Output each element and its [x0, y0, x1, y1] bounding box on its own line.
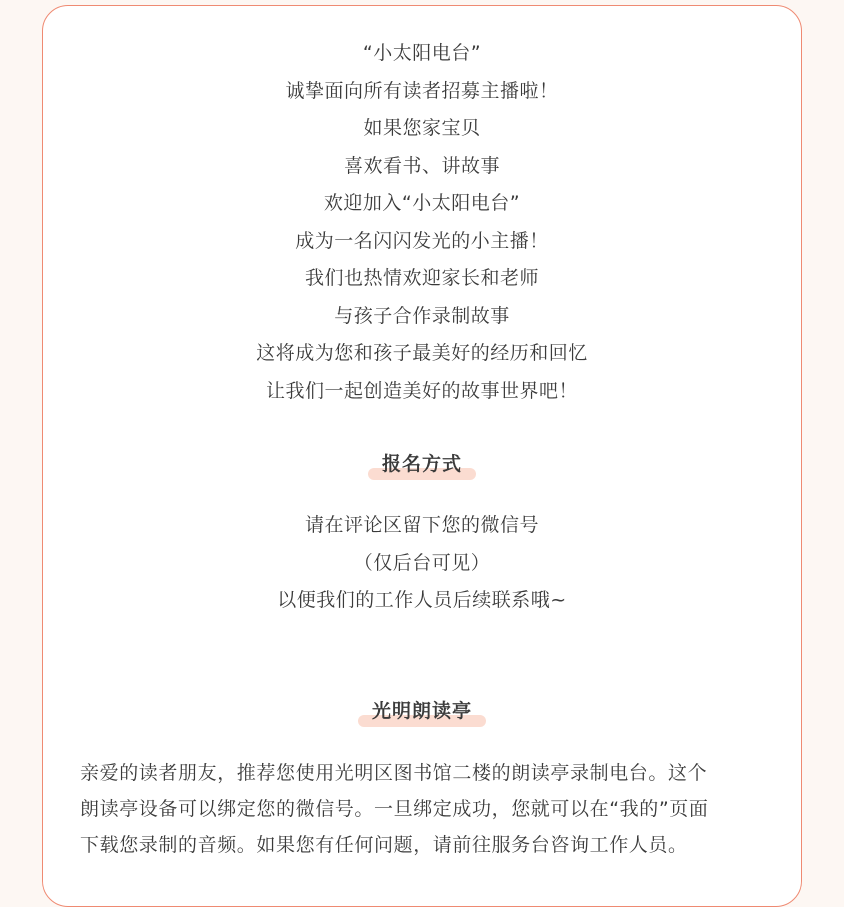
- booth-line: 朗读亭设备可以绑定您的微信号。一旦绑定成功，您就可以在“我的”页面: [80, 798, 709, 820]
- intro-line: 喜欢看书、讲故事: [343, 154, 500, 177]
- intro-line: “小太阳电台”: [362, 42, 482, 64]
- signup-heading: 报名方式: [368, 450, 476, 478]
- article-card: [42, 5, 802, 907]
- intro-line: 欢迎加入“小太阳电台”: [323, 192, 521, 214]
- booth-line: 下载您录制的音频。如果您有任何问题，请前往服务台咨询工作人员。: [80, 834, 688, 856]
- signup-line: （仅后台可见）: [353, 551, 491, 574]
- intro-line: 如果您家宝贝: [363, 117, 481, 139]
- intro-line: 我们也热情欢迎家长和老师: [304, 267, 539, 289]
- booth-line: 亲爱的读者朋友，推荐您使用光明区图书馆二楼的朗读亭录制电台。这个: [80, 762, 708, 784]
- intro-line: 成为一名闪闪发光的小主播！: [295, 229, 549, 252]
- signup-section: [43, 507, 801, 620]
- booth-paragraph: [80, 755, 770, 863]
- booth-heading: 光明朗读亭: [358, 697, 486, 725]
- intro-line: 与孩子合作录制故事: [334, 304, 510, 327]
- intro-line: 让我们一起创造美好的故事世界吧！: [265, 379, 578, 402]
- signup-line: 以便我们的工作人员后续联系哦~: [277, 589, 567, 611]
- booth-heading-wrap: [43, 697, 801, 725]
- intro-section: [43, 35, 801, 410]
- signup-line: 请在评论区留下您的微信号: [304, 514, 539, 536]
- intro-line: 诚挚面向所有读者招募主播啦！: [285, 79, 559, 102]
- signup-heading-wrap: [43, 450, 801, 478]
- intro-line: 这将成为您和孩子最美好的经历和回忆: [256, 342, 588, 364]
